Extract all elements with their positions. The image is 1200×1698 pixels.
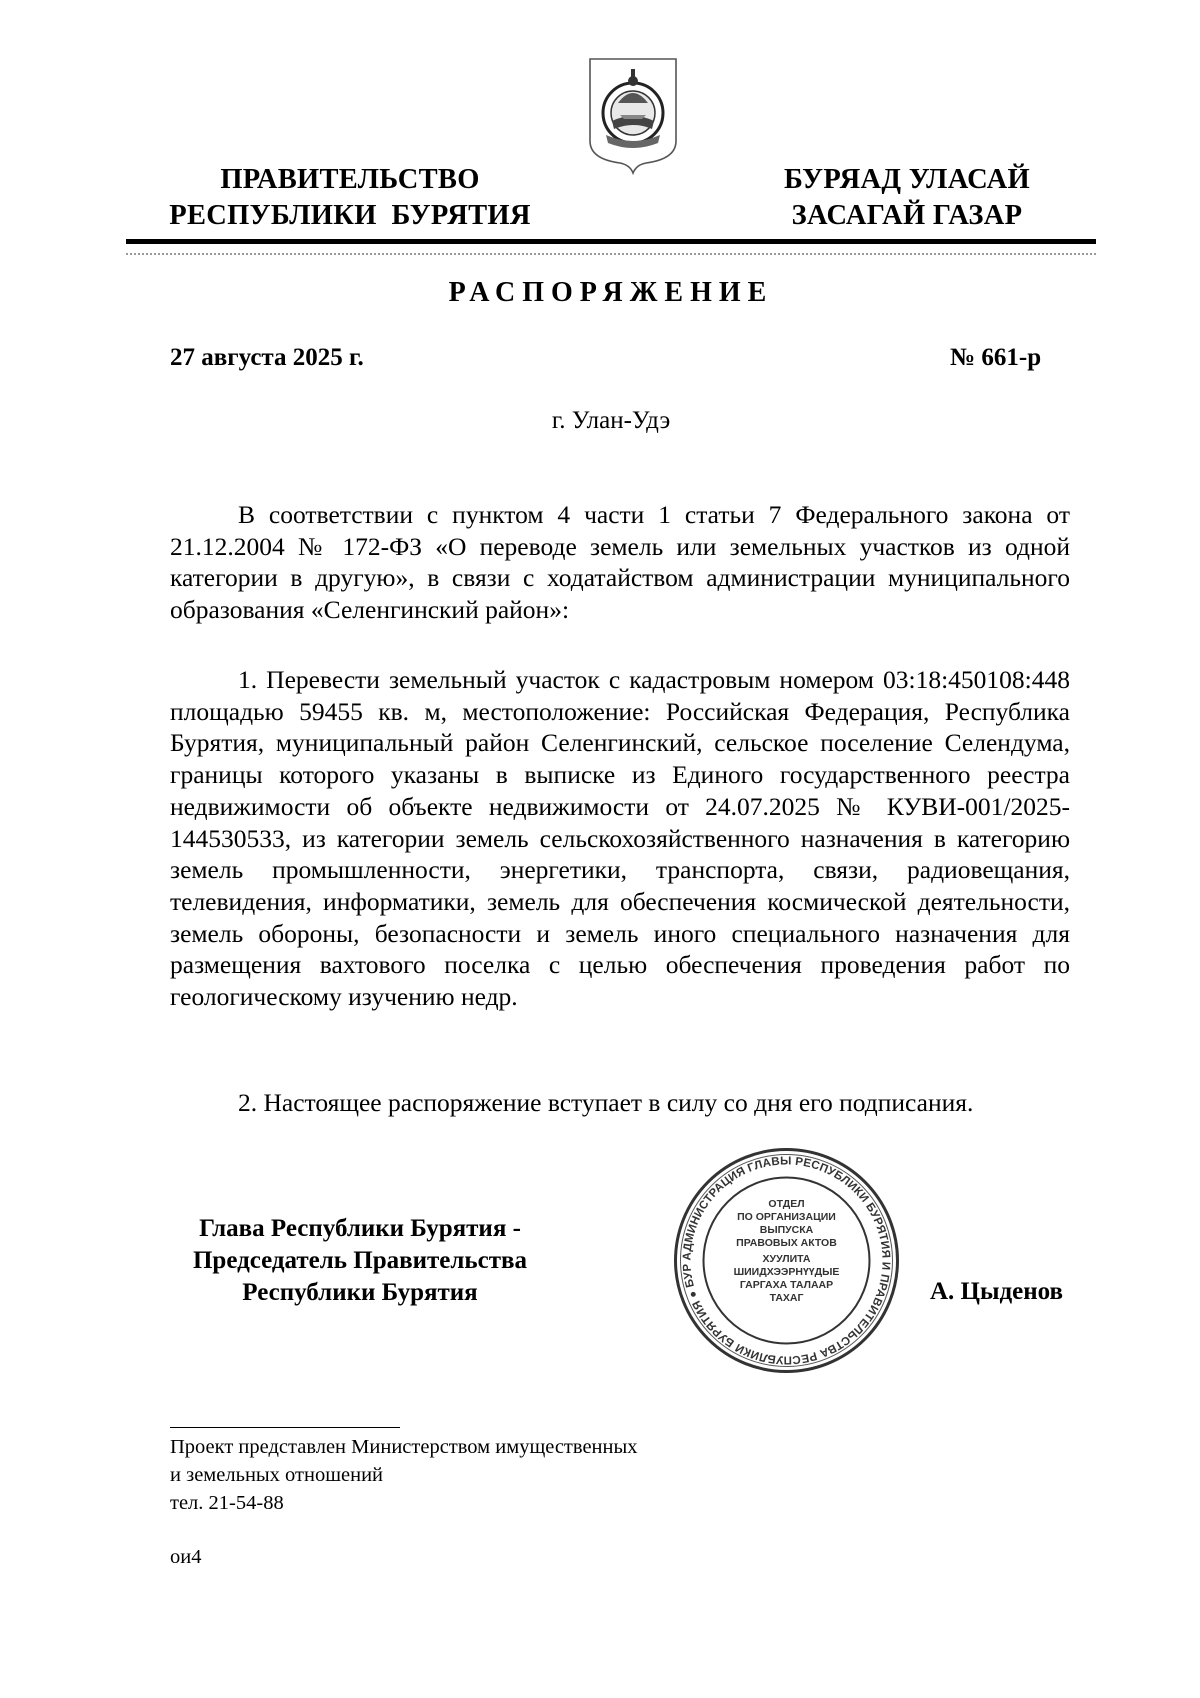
signer-title-line1: Глава Республики Бурятия - (199, 1215, 521, 1242)
footer-line2: и земельных отношений (170, 1464, 384, 1486)
document-date: 27 августа 2025 г. (170, 344, 364, 371)
document-city: г. Улан-Удэ (551, 407, 671, 434)
coat-of-arms-icon (586, 55, 680, 175)
signer-title-line2: Председатель Правительства (192, 1247, 528, 1274)
footer-divider (170, 1427, 400, 1428)
official-seal-stamp (671, 1147, 902, 1374)
seal-inner-line: ОТДЕЛ (768, 1198, 805, 1210)
organization-name-bua (742, 162, 1072, 234)
document-code: ои4 (170, 1546, 202, 1568)
footer-phone: тел. 21-54-88 (170, 1492, 284, 1514)
footer-line1: Проект представлен Министерством имущественных (170, 1436, 638, 1458)
seal-inner-line: ШИИДХЭЭРНҮҮДЫЕ (733, 1266, 840, 1278)
organization-name-bua-line2: ЗАСАГАЙ ГАЗАР (791, 200, 1023, 231)
seal-inner-line: ПО ОРГАНИЗАЦИИ (737, 1211, 836, 1223)
document-type: РАСПОРЯЖЕНИЕ (448, 277, 774, 308)
organization-name-bua-line1: БУРЯАД УЛАСАЙ (783, 164, 1030, 195)
signer-title-line3: Республики Бурятия (242, 1279, 478, 1306)
seal-inner-line: ПРАВОВЫХ АКТОВ (736, 1237, 837, 1249)
seal-inner-line: ТАХАГ (769, 1292, 804, 1304)
signer-title (160, 1213, 560, 1309)
header-divider-thin (126, 253, 1096, 255)
preamble-paragraph: В соответствии с пунктом 4 части 1 статьи 7 Федерального закона от 21.12.2004 № 172-ФЗ «О переводе земель или земельных участков из одной категории в другую», в связи с ходатайством администрации муниципального образования «Селенгинский район»: (170, 500, 1070, 625)
document-number: № 661-р (950, 344, 1042, 371)
seal-inner-line: ГАРГАХА ТАЛААР (739, 1279, 834, 1291)
organization-name-ru (150, 162, 550, 234)
seal-inner-line: ХУУЛИТА (762, 1253, 811, 1265)
header-divider-thick (126, 239, 1096, 244)
organization-name-ru-line1: ПРАВИТЕЛЬСТВО (220, 164, 480, 195)
seal-outer-text: АДМИНИСТРАЦИЯ ГЛАВЫ РЕСПУБЛИКИ БУРЯТИЯ И ПРАВИТЕЛЬСТВА РЕСПУБЛИКИ БУРЯТИЯ ● БУР (681, 1155, 892, 1366)
signer-name: А. Цыденов (930, 1278, 1064, 1305)
item-1-paragraph: 1. Перевести земельный участок с кадастровым номером 03:18:450108:448 площадью 59455 кв. м, местоположение: Российская Федерация, Республика Бурятия, муниципальный район Селенгинский, сельское поселение Селендума, границы которого указаны в выписке из Единого государственного реестра недвижимости об объекте недвижимости от 24.07.2025 № КУВИ-001/2025-144530533, из категории земель сельскохозяйственного назначения в категорию земель промышленности, энергетики, транспорта, связи, радиовещания, телевидения, информатики, земель для обеспечения космической деятельности, земель обороны, безопасности и земель иного специального назначения для размещения вахтового поселка с целью обеспечения проведения работ по геологическому изучению недр. (170, 665, 1070, 1012)
footer-note (170, 1433, 870, 1517)
item-2-paragraph: 2. Настоящее распоряжение вступает в силу со дня его подписания. (238, 1088, 974, 1117)
seal-inner-line: ВЫПУСКА (759, 1224, 814, 1236)
organization-name-ru-line2: РЕСПУБЛИКИ БУРЯТИЯ (169, 200, 531, 231)
